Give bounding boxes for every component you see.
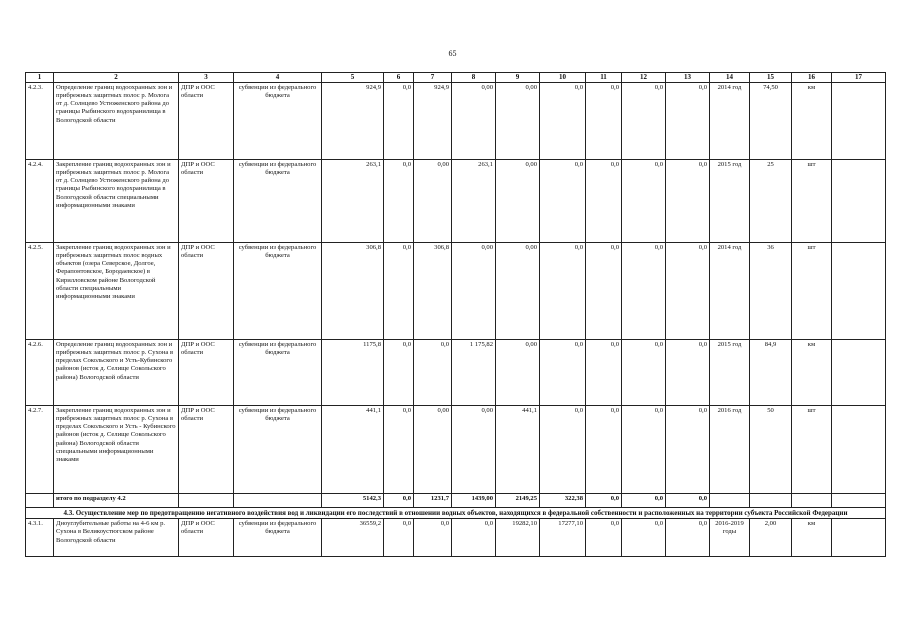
cell-code: 4.2.6. [26, 339, 54, 405]
cell-unit: км [792, 339, 832, 405]
table-row [26, 519, 886, 557]
subtotal-c8: 1439,00 [452, 493, 496, 507]
cell-c13: 0,0 [666, 242, 710, 339]
cell-c8: 0,00 [452, 82, 496, 159]
cell-c6: 0,0 [384, 242, 414, 339]
subtotal-row [26, 493, 886, 507]
column-header: 9 [496, 73, 540, 83]
cell-c10: 17277,10 [540, 519, 586, 557]
table-row [26, 339, 886, 405]
cell-qty: 50 [750, 405, 792, 493]
cell-source: субвенции из федерального бюджета [234, 405, 322, 493]
cell-c12: 0,0 [622, 339, 666, 405]
cell-executor: ДПР и ООС области [179, 519, 234, 557]
cell-c7: 0,00 [414, 159, 452, 242]
cell-c8: 0,00 [452, 405, 496, 493]
cell-c11: 0,0 [586, 82, 622, 159]
cell-unit: шт [792, 159, 832, 242]
cell-c13: 0,0 [666, 519, 710, 557]
column-header: 10 [540, 73, 586, 83]
empty-cell [832, 493, 886, 507]
cell-year: 2015 год [710, 159, 750, 242]
cell-c12: 0,0 [622, 82, 666, 159]
cell-year: 2014 год [710, 242, 750, 339]
cell-c10: 0,0 [540, 159, 586, 242]
subtotal-c11: 0,0 [586, 493, 622, 507]
cell-c9: 0,00 [496, 82, 540, 159]
cell-c10: 0,0 [540, 242, 586, 339]
empty-cell [179, 493, 234, 507]
column-header: 17 [832, 73, 886, 83]
column-header: 13 [666, 73, 710, 83]
cell-c10: 0,0 [540, 405, 586, 493]
cell-c5: 263,1 [322, 159, 384, 242]
cell-qty: 2,00 [750, 519, 792, 557]
cell-c10: 0,0 [540, 339, 586, 405]
cell-qty: 84,9 [750, 339, 792, 405]
cell-qty: 25 [750, 159, 792, 242]
cell-c6: 0,0 [384, 405, 414, 493]
cell-name: Закрепление границ водоохранных зон и прибрежных защитных полос водных объектов (озера Северское, Долгое, Ферапонтовское, Бородаевское) в Кирилловском районе Вологодской области специальными информационными знаками [54, 242, 179, 339]
cell-c9: 0,00 [496, 159, 540, 242]
column-header: 8 [452, 73, 496, 83]
empty-cell [792, 493, 832, 507]
cell-source: субвенции из федерального бюджета [234, 159, 322, 242]
table-body [26, 82, 886, 556]
cell-c6: 0,0 [384, 82, 414, 159]
cell-c5: 924,9 [322, 82, 384, 159]
cell-c5: 441,1 [322, 405, 384, 493]
subtotal-c13: 0,0 [666, 493, 710, 507]
cell-c8: 0,00 [452, 242, 496, 339]
cell-c17 [832, 339, 886, 405]
column-header-row [26, 73, 886, 83]
cell-c11: 0,0 [586, 339, 622, 405]
column-header: 3 [179, 73, 234, 83]
column-header: 5 [322, 73, 384, 83]
table-row [26, 405, 886, 493]
cell-year: 2016 год [710, 405, 750, 493]
column-header: 6 [384, 73, 414, 83]
cell-unit: км [792, 82, 832, 159]
cell-c17 [832, 242, 886, 339]
cell-executor: ДПР и ООС области [179, 159, 234, 242]
subtotal-c7: 1231,7 [414, 493, 452, 507]
cell-c11: 0,0 [586, 519, 622, 557]
cell-c7: 0,00 [414, 405, 452, 493]
cell-c10: 0,0 [540, 82, 586, 159]
cell-c17 [832, 82, 886, 159]
empty-cell [234, 493, 322, 507]
cell-c5: 1175,8 [322, 339, 384, 405]
cell-c8: 0,0 [452, 519, 496, 557]
cell-c12: 0,0 [622, 519, 666, 557]
cell-c8: 263,1 [452, 159, 496, 242]
column-header: 1 [26, 73, 54, 83]
table-row [26, 242, 886, 339]
cell-c13: 0,0 [666, 82, 710, 159]
cell-name: Дноуглубительные работы на 4-6 км р. Сухона в Великоустюгском районе Вологодской области [54, 519, 179, 557]
cell-source: субвенции из федерального бюджета [234, 242, 322, 339]
section-title: 4.3. Осуществление мер по предотвращению негативного воздействия вод и ликвидации его последствий в отношении водных объектов, находящихся в федеральной собственности и расположенных на территории субъекта Российской Федерации [26, 507, 886, 518]
cell-code: 4.2.3. [26, 82, 54, 159]
cell-c7: 0,0 [414, 339, 452, 405]
cell-name: Закрепление границ водоохранных зон и прибрежных защитных полос р. Молога от д. Солнцево Устюженского района до границы Рыбинского водохранилища в Вологодской области специальными информационными знаками [54, 159, 179, 242]
cell-source: субвенции из федерального бюджета [234, 82, 322, 159]
cell-c7: 0,0 [414, 519, 452, 557]
table-row [26, 159, 886, 242]
cell-year: 2014 год [710, 82, 750, 159]
cell-year: 2015 год [710, 339, 750, 405]
cell-unit: шт [792, 405, 832, 493]
cell-executor: ДПР и ООС области [179, 82, 234, 159]
cell-c17 [832, 405, 886, 493]
subtotal-c9: 2149,25 [496, 493, 540, 507]
subtotal-c10: 322,38 [540, 493, 586, 507]
column-header: 4 [234, 73, 322, 83]
column-header: 12 [622, 73, 666, 83]
cell-c9: 0,00 [496, 242, 540, 339]
cell-c17 [832, 519, 886, 557]
cell-c11: 0,0 [586, 242, 622, 339]
cell-c9: 19282,10 [496, 519, 540, 557]
column-header: 2 [54, 73, 179, 83]
cell-c13: 0,0 [666, 405, 710, 493]
empty-cell [750, 493, 792, 507]
column-header: 11 [586, 73, 622, 83]
cell-c9: 0,00 [496, 339, 540, 405]
cell-c11: 0,0 [586, 405, 622, 493]
section-heading-row [26, 507, 886, 518]
cell-c13: 0,0 [666, 159, 710, 242]
cell-c12: 0,0 [622, 405, 666, 493]
cell-unit: км [792, 519, 832, 557]
column-header: 7 [414, 73, 452, 83]
cell-qty: 74,50 [750, 82, 792, 159]
cell-name: Определение границ водоохранных зон и прибрежных защитных полос р. Молога от д. Солнцево Устюженского района до границы Рыбинского водохранилища в Вологодской области [54, 82, 179, 159]
cell-source: субвенции из федерального бюджета [234, 339, 322, 405]
cell-c9: 441,1 [496, 405, 540, 493]
cell-c12: 0,0 [622, 242, 666, 339]
cell-code: 4.2.7. [26, 405, 54, 493]
cell-executor: ДПР и ООС области [179, 339, 234, 405]
cell-c11: 0,0 [586, 159, 622, 242]
cell-c12: 0,0 [622, 159, 666, 242]
subtotal-c12: 0,0 [622, 493, 666, 507]
cell-source: субвенции из федерального бюджета [234, 519, 322, 557]
cell-code: 4.3.1. [26, 519, 54, 557]
cell-name: Закрепление границ водоохранных зон и прибрежных защитных полос р. Сухона в пределах Сокольского и Усть - Кубинского районов (исток д. Селище Сокольского района) Вологодской области специальными информационными знаками [54, 405, 179, 493]
cell-c6: 0,0 [384, 519, 414, 557]
cell-executor: ДПР и ООС области [179, 242, 234, 339]
cell-c6: 0,0 [384, 159, 414, 242]
cell-c5: 36559,2 [322, 519, 384, 557]
cell-unit: шт [792, 242, 832, 339]
column-header: 15 [750, 73, 792, 83]
cell-c5: 306,8 [322, 242, 384, 339]
cell-c17 [832, 159, 886, 242]
cell-c8: 1 175,82 [452, 339, 496, 405]
empty-cell [710, 493, 750, 507]
cell-name: Определение границ водоохранных зон и прибрежных защитных полос р. Сухона в пределах Сокольского и Усть-Кубинского районов (исток д. Селище Сокольского района) Вологодской области [54, 339, 179, 405]
column-header: 16 [792, 73, 832, 83]
page-number: 65 [448, 49, 457, 58]
cell-year: 2016-2019 годы [710, 519, 750, 557]
table-row [26, 82, 886, 159]
empty-cell [26, 493, 54, 507]
cell-executor: ДПР и ООС области [179, 405, 234, 493]
budget-table [25, 72, 886, 557]
column-header: 14 [710, 73, 750, 83]
cell-c13: 0,0 [666, 339, 710, 405]
subtotal-c5: 5142,3 [322, 493, 384, 507]
cell-code: 4.2.4. [26, 159, 54, 242]
cell-c7: 306,8 [414, 242, 452, 339]
cell-qty: 36 [750, 242, 792, 339]
cell-c6: 0,0 [384, 339, 414, 405]
cell-code: 4.2.5. [26, 242, 54, 339]
subtotal-c6: 0,0 [384, 493, 414, 507]
cell-c7: 924,9 [414, 82, 452, 159]
subtotal-label: итого по подразделу 4.2 [54, 493, 179, 507]
